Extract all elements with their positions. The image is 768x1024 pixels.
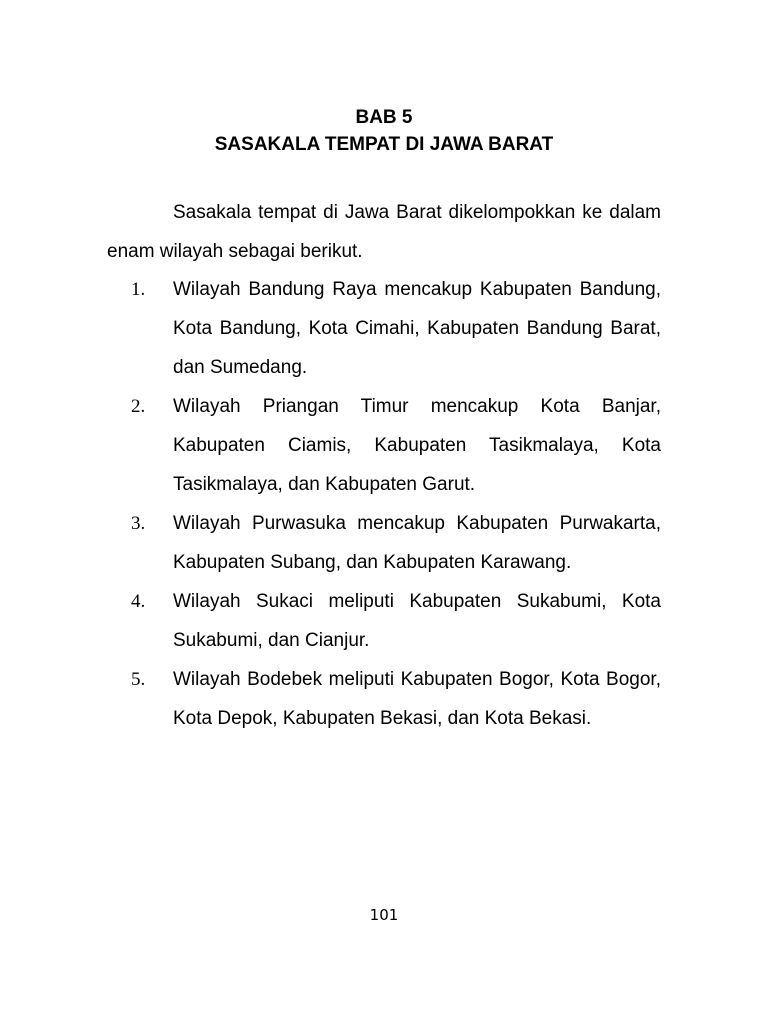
list-number: 5. bbox=[131, 669, 146, 690]
list-item bbox=[107, 660, 661, 738]
region-list bbox=[107, 270, 661, 738]
list-item bbox=[107, 504, 661, 582]
list-number: 2. bbox=[131, 396, 146, 417]
list-item-text: Wilayah Purwasuka mencakup Kabupaten Purwakarta, Kabupaten Subang, dan Kabupaten Karawang. bbox=[173, 513, 661, 573]
list-item-text: Wilayah Bodebek meliputi Kabupaten Bogor, Kota Bogor, Kota Depok, Kabupaten Bekasi, dan Kota Bekasi. bbox=[173, 669, 661, 729]
list-item bbox=[107, 582, 661, 660]
page-number: 101 bbox=[369, 906, 399, 924]
list-number: 4. bbox=[131, 591, 146, 612]
chapter-title: SASAKALA TEMPAT DI JAWA BARAT bbox=[214, 134, 554, 155]
list-item-text: Wilayah Bandung Raya mencakup Kabupaten Bandung, Kota Bandung, Kota Cimahi, Kabupaten Bandung Barat, dan Sumedang. bbox=[173, 279, 661, 378]
list-item-text: Wilayah Sukaci meliputi Kabupaten Sukabumi, Kota Sukabumi, dan Cianjur. bbox=[173, 591, 661, 651]
intro-paragraph: Sasakala tempat di Jawa Barat dikelompokkan ke dalam enam wilayah sebagai berikut. bbox=[107, 202, 661, 262]
list-item-text: Wilayah Priangan Timur mencakup Kota Banjar, Kabupaten Ciamis, Kabupaten Tasikmalaya, Kota Tasikmalaya, dan Kabupaten Garut. bbox=[173, 396, 661, 495]
list-number: 1. bbox=[131, 279, 146, 300]
chapter-number: BAB 5 bbox=[355, 107, 413, 128]
list-number: 3. bbox=[131, 513, 146, 534]
list-item bbox=[107, 387, 661, 504]
list-item bbox=[107, 270, 661, 387]
